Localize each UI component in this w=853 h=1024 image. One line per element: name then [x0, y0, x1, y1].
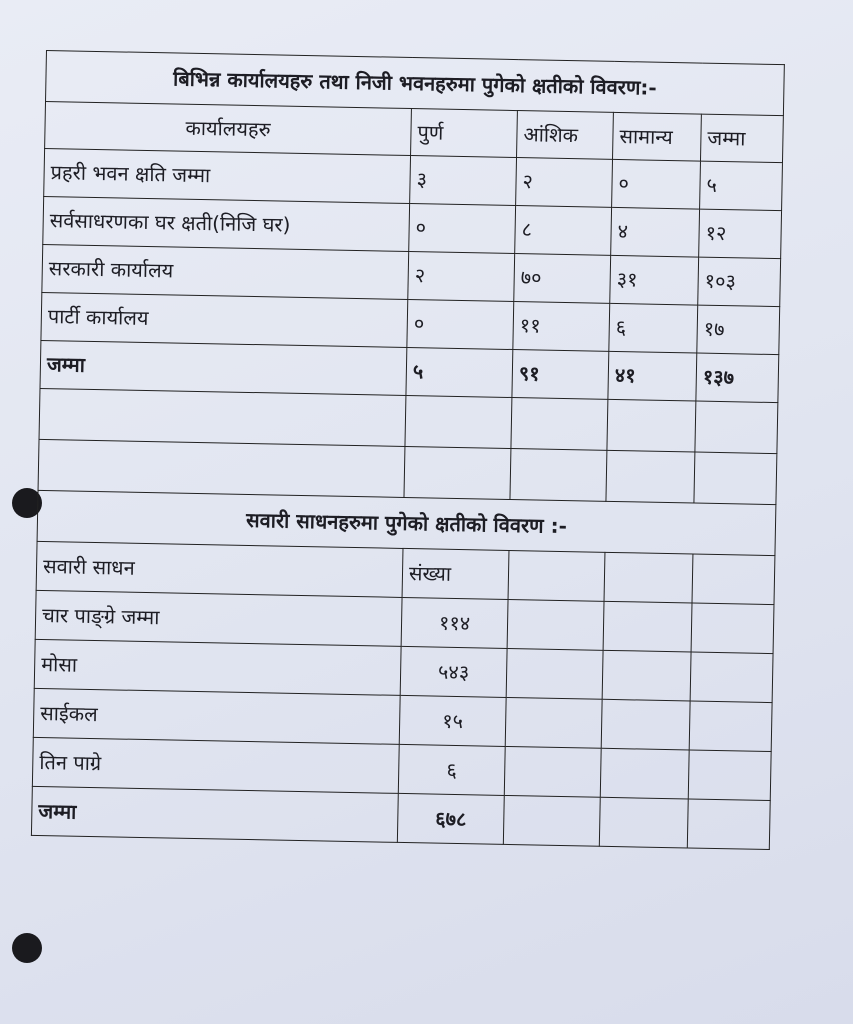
- row-label: प्रहरी भवन क्षति जम्मा: [44, 148, 411, 203]
- cell-partial: ११: [513, 302, 610, 352]
- row-label: सर्वसाधरणका घर क्षती(निजि घर): [43, 196, 410, 251]
- header-partial: आंशिक: [517, 111, 614, 160]
- cell-full: २: [408, 252, 515, 302]
- header-minor: सामान्य: [613, 112, 702, 161]
- punch-hole: [12, 933, 42, 963]
- vehicle-label: चार पाङ्ग्रे जम्मा: [35, 590, 402, 646]
- offices-section-title: बिभिन्न कार्यालयहरु तथा निजी भवनहरुमा पुगेको क्षतीको विवरण:-: [46, 51, 785, 116]
- header-total: जम्मा: [700, 114, 783, 163]
- damage-report-table: [31, 50, 785, 850]
- total-full: ५: [406, 347, 513, 397]
- total-minor: ४१: [608, 351, 697, 401]
- header-vehicle: सवारी साधन: [36, 541, 403, 597]
- cell-minor: ४: [611, 207, 700, 257]
- row-label: सरकारी कार्यालय: [42, 244, 409, 299]
- total-partial: ९१: [512, 350, 609, 400]
- vehicle-label: तिन पाग्रे: [32, 737, 399, 793]
- vehicle-count: ५४३: [400, 646, 507, 697]
- vehicle-count: ६: [398, 744, 505, 795]
- cell-minor: ६: [609, 303, 698, 353]
- cell-total: १७: [697, 305, 780, 355]
- cell-total: १०३: [698, 257, 781, 307]
- vehicle-label: मोसा: [34, 639, 401, 695]
- vehicle-count: १५: [399, 695, 506, 746]
- vehicle-count: ११४: [401, 597, 508, 648]
- cell-total: ५: [700, 161, 783, 211]
- vehicle-label: साईकल: [33, 688, 400, 744]
- header-offices: कार्यालयहरु: [45, 102, 412, 156]
- cell-total: १२: [699, 209, 782, 259]
- damage-report-sheet: [31, 50, 784, 850]
- cell-full: ३: [410, 156, 517, 206]
- cell-partial: ८: [515, 206, 612, 256]
- cell-partial: २: [516, 158, 613, 208]
- header-full: पुर्ण: [411, 109, 518, 158]
- cell-full: ०: [409, 204, 516, 254]
- header-count: संख्या: [402, 548, 509, 599]
- cell-full: ०: [407, 299, 514, 349]
- vehicles-total-label: जम्मा: [31, 786, 398, 842]
- row-label: पार्टी कार्यालय: [41, 292, 408, 347]
- cell-partial: ७०: [514, 254, 611, 304]
- total-label: जम्मा: [40, 340, 407, 395]
- vehicles-total-count: ६७८: [397, 793, 504, 844]
- cell-minor: ३१: [610, 255, 699, 305]
- cell-minor: ०: [612, 159, 701, 209]
- total-total: १३७: [696, 353, 779, 403]
- vehicles-section-title: सवारी साधनहरुमा पुगेको क्षतीको विवरण :-: [37, 490, 776, 555]
